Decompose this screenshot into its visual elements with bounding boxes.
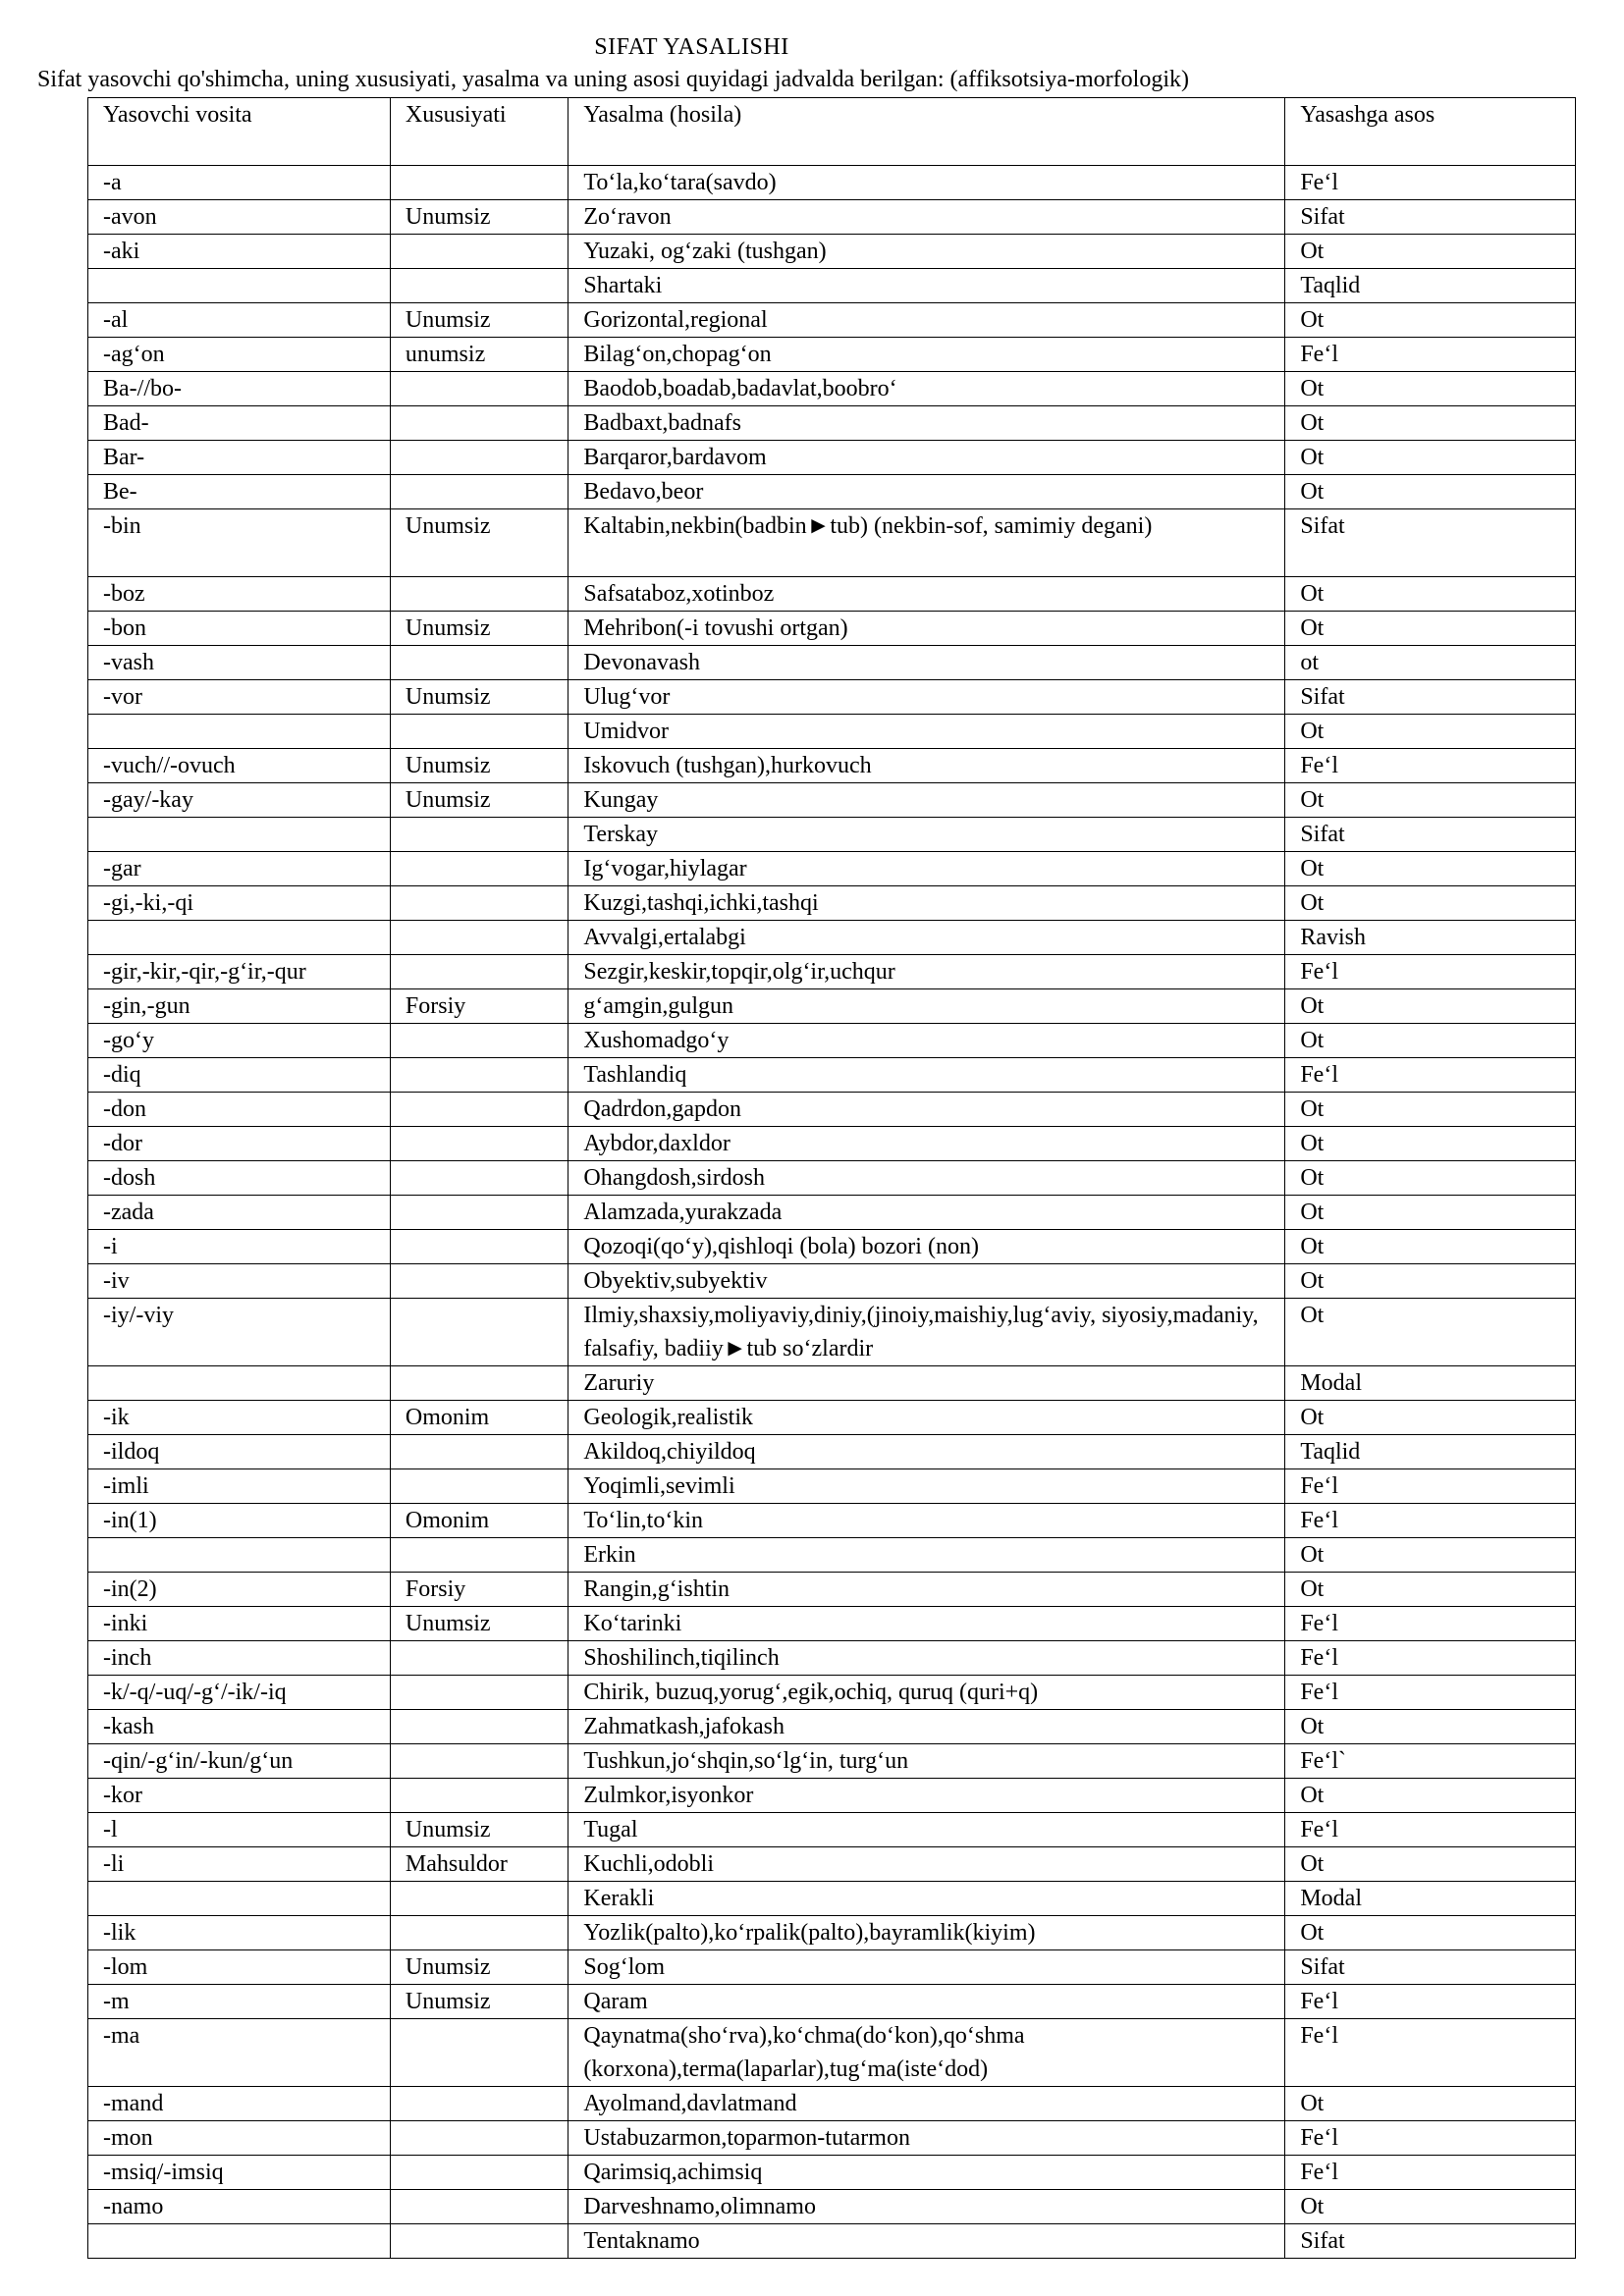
cell-affix: -vor	[88, 680, 391, 715]
cell-affix: -kash	[88, 1710, 391, 1744]
cell-derivative: Badbaxt,badnafs	[568, 406, 1285, 441]
table-row	[88, 1058, 1576, 1093]
table-row	[88, 1299, 1576, 1366]
cell-derivative: Ulug‘vor	[568, 680, 1285, 715]
table-row	[88, 1093, 1576, 1127]
table-row	[88, 577, 1576, 612]
cell-affix: Ba-//bo-	[88, 372, 391, 406]
cell-property	[390, 1641, 568, 1676]
cell-base: Ot	[1285, 1847, 1576, 1882]
cell-property	[390, 1058, 568, 1093]
cell-derivative: Geologik,realistik	[568, 1401, 1285, 1435]
cell-property: Omonim	[390, 1401, 568, 1435]
cell-derivative: Aybdor,daxldor	[568, 1127, 1285, 1161]
cell-property	[390, 2019, 568, 2087]
cell-derivative: Ko‘tarinki	[568, 1607, 1285, 1641]
cell-derivative: To‘la,ko‘tara(savdo)	[568, 166, 1285, 200]
cell-base: Ot	[1285, 372, 1576, 406]
cell-derivative: Qadrdon,gapdon	[568, 1093, 1285, 1127]
cell-base: Fe‘l`	[1285, 1744, 1576, 1779]
cell-derivative: Iskovuch (tushgan),hurkovuch	[568, 749, 1285, 783]
cell-base: Sifat	[1285, 818, 1576, 852]
cell-derivative: Ilmiy,shaxsiy,moliyaviy,diniy,(jinoiy,maishiy,lug‘aviy, siyosiy,madaniy, falsafiy, badiiy►tub so‘zlardir	[568, 1299, 1285, 1366]
cell-derivative: Shartaki	[568, 269, 1285, 303]
table-row	[88, 1573, 1576, 1607]
cell-property	[390, 2190, 568, 2224]
cell-affix: -m	[88, 1985, 391, 2019]
table-row	[88, 1435, 1576, 1469]
cell-derivative: Ohangdosh,sirdosh	[568, 1161, 1285, 1196]
cell-base: Ot	[1285, 1127, 1576, 1161]
cell-base: Ot	[1285, 2190, 1576, 2224]
cell-property	[390, 955, 568, 989]
cell-property	[390, 406, 568, 441]
cell-affix: -kor	[88, 1779, 391, 1813]
cell-derivative: Kuzgi,tashqi,ichki,tashqi	[568, 886, 1285, 921]
cell-property	[390, 577, 568, 612]
cell-derivative: Tashlandiq	[568, 1058, 1285, 1093]
cell-base: Ot	[1285, 406, 1576, 441]
cell-base: Fe‘l	[1285, 166, 1576, 200]
cell-affix: -bon	[88, 612, 391, 646]
cell-derivative: Zahmatkash,jafokash	[568, 1710, 1285, 1744]
table-row	[88, 1196, 1576, 1230]
affix-table	[87, 97, 1576, 2259]
table-row	[88, 1024, 1576, 1058]
table-row	[88, 1847, 1576, 1882]
table-row	[88, 1676, 1576, 1710]
cell-derivative: Baodob,boadab,badavlat,boobro‘	[568, 372, 1285, 406]
cell-affix: -vash	[88, 646, 391, 680]
cell-property	[390, 1469, 568, 1504]
cell-base: Fe‘l	[1285, 2019, 1576, 2087]
cell-property	[390, 886, 568, 921]
cell-base: Modal	[1285, 1366, 1576, 1401]
cell-base: Fe‘l	[1285, 1641, 1576, 1676]
cell-base: Fe‘l	[1285, 1676, 1576, 1710]
cell-affix: -gin,-gun	[88, 989, 391, 1024]
cell-property	[390, 1744, 568, 1779]
table-row	[88, 818, 1576, 852]
cell-property: Unumsiz	[390, 200, 568, 235]
header-cell-base: Yasashga asos	[1285, 98, 1576, 166]
cell-property	[390, 1538, 568, 1573]
cell-property: Mahsuldor	[390, 1847, 568, 1882]
cell-property	[390, 1710, 568, 1744]
cell-derivative: Xushomadgo‘y	[568, 1024, 1285, 1058]
cell-base: Sifat	[1285, 1950, 1576, 1985]
table-row	[88, 1264, 1576, 1299]
table-row	[88, 2224, 1576, 2259]
cell-affix: Bad-	[88, 406, 391, 441]
table-row	[88, 2190, 1576, 2224]
cell-property: Unumsiz	[390, 612, 568, 646]
cell-derivative: Qozoqi(qo‘y),qishloqi (bola) bozori (non)	[568, 1230, 1285, 1264]
cell-property: Unumsiz	[390, 509, 568, 577]
cell-derivative: Ustabuzarmon,toparmon-tutarmon	[568, 2121, 1285, 2156]
cell-base: Taqlid	[1285, 269, 1576, 303]
cell-affix: -lik	[88, 1916, 391, 1950]
cell-affix: -go‘y	[88, 1024, 391, 1058]
cell-property	[390, 1299, 568, 1366]
table-row	[88, 886, 1576, 921]
table-row	[88, 2156, 1576, 2190]
cell-derivative: Erkin	[568, 1538, 1285, 1573]
cell-affix: -lom	[88, 1950, 391, 1985]
cell-base: Ot	[1285, 886, 1576, 921]
cell-derivative: Alamzada,yurakzada	[568, 1196, 1285, 1230]
cell-derivative: Ayolmand,davlatmand	[568, 2087, 1285, 2121]
cell-affix: -mand	[88, 2087, 391, 2121]
cell-derivative: Ig‘vogar,hiylagar	[568, 852, 1285, 886]
table-row	[88, 2087, 1576, 2121]
cell-property	[390, 1264, 568, 1299]
cell-property	[390, 235, 568, 269]
cell-base: Ot	[1285, 1916, 1576, 1950]
cell-affix: -ag‘on	[88, 338, 391, 372]
table-header-row	[88, 98, 1576, 166]
table-row	[88, 749, 1576, 783]
cell-derivative: Terskay	[568, 818, 1285, 852]
cell-affix: -vuch//-ovuch	[88, 749, 391, 783]
table-row	[88, 1916, 1576, 1950]
cell-derivative: Avvalgi,ertalabgi	[568, 921, 1285, 955]
table-row	[88, 303, 1576, 338]
header-cell-affix: Yasovchi vosita	[88, 98, 391, 166]
cell-property	[390, 1127, 568, 1161]
cell-property: Unumsiz	[390, 1813, 568, 1847]
table-row	[88, 1538, 1576, 1573]
cell-base: Ot	[1285, 2087, 1576, 2121]
cell-property	[390, 1779, 568, 1813]
table-row	[88, 1710, 1576, 1744]
table-row	[88, 1401, 1576, 1435]
cell-property	[390, 475, 568, 509]
cell-base: Ot	[1285, 852, 1576, 886]
cell-derivative: Tushkun,jo‘shqin,so‘lg‘in, turg‘un	[568, 1744, 1285, 1779]
table-row	[88, 372, 1576, 406]
cell-affix	[88, 1882, 391, 1916]
cell-affix: -iy/-viy	[88, 1299, 391, 1366]
cell-affix	[88, 269, 391, 303]
cell-affix: -iv	[88, 1264, 391, 1299]
cell-derivative: Tentaknamo	[568, 2224, 1285, 2259]
cell-derivative: Mehribon(-i tovushi ortgan)	[568, 612, 1285, 646]
cell-affix: -ik	[88, 1401, 391, 1435]
cell-affix: Bar-	[88, 441, 391, 475]
table-row	[88, 1504, 1576, 1538]
cell-base: Sifat	[1285, 200, 1576, 235]
cell-base: Ot	[1285, 441, 1576, 475]
cell-base: Ot	[1285, 235, 1576, 269]
cell-property: unumsiz	[390, 338, 568, 372]
cell-property: Unumsiz	[390, 783, 568, 818]
table-row	[88, 509, 1576, 577]
cell-property	[390, 1161, 568, 1196]
table-row	[88, 1813, 1576, 1847]
cell-property	[390, 1435, 568, 1469]
cell-derivative: Qaram	[568, 1985, 1285, 2019]
page-title: SIFAT YASALISHI	[594, 34, 789, 60]
cell-property	[390, 2224, 568, 2259]
cell-base: Ot	[1285, 612, 1576, 646]
cell-affix: -mon	[88, 2121, 391, 2156]
cell-property	[390, 2087, 568, 2121]
cell-derivative: Sezgir,keskir,topqir,olg‘ir,uchqur	[568, 955, 1285, 989]
cell-affix: -avon	[88, 200, 391, 235]
cell-derivative: Kerakli	[568, 1882, 1285, 1916]
cell-base: Sifat	[1285, 509, 1576, 577]
table-row	[88, 783, 1576, 818]
cell-property	[390, 852, 568, 886]
table-row	[88, 1607, 1576, 1641]
cell-base: Fe‘l	[1285, 2121, 1576, 2156]
cell-affix: -in(2)	[88, 1573, 391, 1607]
cell-affix: -inch	[88, 1641, 391, 1676]
table-row	[88, 612, 1576, 646]
cell-property: Unumsiz	[390, 1607, 568, 1641]
cell-derivative: Kungay	[568, 783, 1285, 818]
cell-property: Unumsiz	[390, 680, 568, 715]
cell-base: Ot	[1285, 1024, 1576, 1058]
cell-affix: -in(1)	[88, 1504, 391, 1538]
cell-affix: -zada	[88, 1196, 391, 1230]
cell-affix: -msiq/-imsiq	[88, 2156, 391, 2190]
cell-affix: -bin	[88, 509, 391, 577]
cell-property	[390, 1024, 568, 1058]
cell-derivative: Tugal	[568, 1813, 1285, 1847]
table-row	[88, 235, 1576, 269]
cell-property: Unumsiz	[390, 303, 568, 338]
cell-base: Fe‘l	[1285, 1607, 1576, 1641]
cell-base: Modal	[1285, 1882, 1576, 1916]
table-row	[88, 1469, 1576, 1504]
cell-affix	[88, 1366, 391, 1401]
cell-property	[390, 818, 568, 852]
cell-affix: -gay/-kay	[88, 783, 391, 818]
cell-base: Ot	[1285, 577, 1576, 612]
cell-property	[390, 1882, 568, 1916]
table-row	[88, 200, 1576, 235]
cell-affix	[88, 2224, 391, 2259]
cell-affix	[88, 1538, 391, 1573]
cell-property	[390, 1093, 568, 1127]
table-row	[88, 406, 1576, 441]
cell-derivative: Kaltabin,nekbin(badbin►tub) (nekbin-sof, samimiy degani)	[568, 509, 1285, 577]
cell-base: Ravish	[1285, 921, 1576, 955]
cell-property	[390, 646, 568, 680]
cell-derivative: To‘lin,to‘kin	[568, 1504, 1285, 1538]
cell-affix: -qin/-g‘in/-kun/g‘un	[88, 1744, 391, 1779]
table-row	[88, 2019, 1576, 2087]
cell-property	[390, 166, 568, 200]
table-row	[88, 1366, 1576, 1401]
cell-affix: -a	[88, 166, 391, 200]
table-row	[88, 1161, 1576, 1196]
cell-affix: -i	[88, 1230, 391, 1264]
cell-derivative: Yozlik(palto),ko‘rpalik(palto),bayramlik(kiyim)	[568, 1916, 1285, 1950]
cell-base: Fe‘l	[1285, 1469, 1576, 1504]
cell-affix: -gi,-ki,-qi	[88, 886, 391, 921]
cell-derivative: Zulmkor,isyonkor	[568, 1779, 1285, 1813]
cell-derivative: Rangin,g‘ishtin	[568, 1573, 1285, 1607]
cell-property	[390, 441, 568, 475]
cell-derivative: Yuzaki, og‘zaki (tushgan)	[568, 235, 1285, 269]
cell-base: Sifat	[1285, 680, 1576, 715]
cell-base: Ot	[1285, 715, 1576, 749]
cell-base: Fe‘l	[1285, 1985, 1576, 2019]
cell-derivative: Sog‘lom	[568, 1950, 1285, 1985]
cell-base: Ot	[1285, 1401, 1576, 1435]
cell-property	[390, 2156, 568, 2190]
cell-derivative: Gorizontal,regional	[568, 303, 1285, 338]
cell-derivative: Bedavo,beor	[568, 475, 1285, 509]
cell-base: Ot	[1285, 303, 1576, 338]
cell-property	[390, 715, 568, 749]
cell-derivative: Shoshilinch,tiqilinch	[568, 1641, 1285, 1676]
cell-base: Ot	[1285, 1161, 1576, 1196]
cell-property: Unumsiz	[390, 1985, 568, 2019]
cell-affix: -aki	[88, 235, 391, 269]
cell-property: Forsiy	[390, 989, 568, 1024]
cell-base: Ot	[1285, 1573, 1576, 1607]
cell-derivative: Zo‘ravon	[568, 200, 1285, 235]
table-row	[88, 338, 1576, 372]
cell-derivative: Akildoq,chiyildoq	[568, 1435, 1285, 1469]
cell-property	[390, 1676, 568, 1710]
cell-affix: -gir,-kir,-qir,-g‘ir,-qur	[88, 955, 391, 989]
cell-affix: -namo	[88, 2190, 391, 2224]
table-row	[88, 1950, 1576, 1985]
cell-derivative: Safsataboz,xotinboz	[568, 577, 1285, 612]
cell-derivative: Chirik, buzuq,yorug‘,egik,ochiq, quruq (quri+q)	[568, 1676, 1285, 1710]
table-row	[88, 680, 1576, 715]
cell-derivative: Barqaror,bardavom	[568, 441, 1285, 475]
cell-affix: -ildoq	[88, 1435, 391, 1469]
cell-affix: -l	[88, 1813, 391, 1847]
cell-base: Fe‘l	[1285, 338, 1576, 372]
cell-base: Ot	[1285, 783, 1576, 818]
table-row	[88, 1779, 1576, 1813]
cell-property: Forsiy	[390, 1573, 568, 1607]
cell-base: ot	[1285, 646, 1576, 680]
cell-base: Ot	[1285, 1264, 1576, 1299]
cell-base: Fe‘l	[1285, 2156, 1576, 2190]
cell-property	[390, 1916, 568, 1950]
cell-base: Taqlid	[1285, 1435, 1576, 1469]
cell-base: Fe‘l	[1285, 1058, 1576, 1093]
cell-affix: -dosh	[88, 1161, 391, 1196]
cell-property	[390, 1230, 568, 1264]
table-row	[88, 269, 1576, 303]
cell-base: Ot	[1285, 989, 1576, 1024]
cell-derivative: Kuchli,odobli	[568, 1847, 1285, 1882]
table-row	[88, 475, 1576, 509]
cell-affix: -gar	[88, 852, 391, 886]
cell-property: Omonim	[390, 1504, 568, 1538]
cell-base: Ot	[1285, 1538, 1576, 1573]
cell-affix: -don	[88, 1093, 391, 1127]
cell-base: Ot	[1285, 1299, 1576, 1366]
cell-derivative: Yoqimli,sevimli	[568, 1469, 1285, 1504]
header-cell-derivative: Yasalma (hosila)	[568, 98, 1285, 166]
cell-property	[390, 2121, 568, 2156]
cell-property	[390, 921, 568, 955]
table-row	[88, 921, 1576, 955]
cell-property	[390, 269, 568, 303]
table-row	[88, 441, 1576, 475]
cell-derivative: Qaynatma(sho‘rva),ko‘chma(do‘kon),qo‘shma (korxona),terma(laparlar),tug‘ma(iste‘dod)	[568, 2019, 1285, 2087]
cell-property	[390, 372, 568, 406]
table-row	[88, 852, 1576, 886]
cell-affix: -imli	[88, 1469, 391, 1504]
table-row	[88, 1744, 1576, 1779]
cell-base: Ot	[1285, 475, 1576, 509]
cell-property	[390, 1366, 568, 1401]
cell-affix: -li	[88, 1847, 391, 1882]
table-row	[88, 1230, 1576, 1264]
cell-base: Ot	[1285, 1710, 1576, 1744]
cell-affix: -k/-q/-uq/-g‘/-ik/-iq	[88, 1676, 391, 1710]
cell-base: Sifat	[1285, 2224, 1576, 2259]
cell-affix	[88, 818, 391, 852]
table-row	[88, 715, 1576, 749]
cell-base: Fe‘l	[1285, 1813, 1576, 1847]
cell-base: Fe‘l	[1285, 749, 1576, 783]
cell-derivative: Zaruriy	[568, 1366, 1285, 1401]
cell-base: Fe‘l	[1285, 1504, 1576, 1538]
table-row	[88, 646, 1576, 680]
cell-derivative: Qarimsiq,achimsiq	[568, 2156, 1285, 2190]
cell-derivative: Umidvor	[568, 715, 1285, 749]
table-row	[88, 166, 1576, 200]
table-row	[88, 989, 1576, 1024]
cell-affix: -al	[88, 303, 391, 338]
table-row	[88, 955, 1576, 989]
page-subtitle: Sifat yasovchi qo'shimcha, uning xususiyati, yasalma va uning asosi quyidagi jadvalda berilgan: (affiksotsiya-morfologik)	[37, 67, 1189, 92]
cell-base: Ot	[1285, 1779, 1576, 1813]
table-row	[88, 1882, 1576, 1916]
cell-affix	[88, 921, 391, 955]
cell-derivative: g‘amgin,gulgun	[568, 989, 1285, 1024]
cell-property: Unumsiz	[390, 749, 568, 783]
cell-derivative: Bilag‘on,chopag‘on	[568, 338, 1285, 372]
table-row	[88, 1985, 1576, 2019]
cell-affix: -diq	[88, 1058, 391, 1093]
header-cell-property: Xususiyati	[390, 98, 568, 166]
table-row	[88, 1127, 1576, 1161]
cell-base: Ot	[1285, 1093, 1576, 1127]
cell-base: Ot	[1285, 1196, 1576, 1230]
cell-base: Ot	[1285, 1230, 1576, 1264]
cell-base: Fe‘l	[1285, 955, 1576, 989]
cell-derivative: Darveshnamo,olimnamo	[568, 2190, 1285, 2224]
cell-derivative: Obyektiv,subyektiv	[568, 1264, 1285, 1299]
table-row	[88, 2121, 1576, 2156]
cell-property: Unumsiz	[390, 1950, 568, 1985]
cell-affix	[88, 715, 391, 749]
cell-affix: -inki	[88, 1607, 391, 1641]
cell-property	[390, 1196, 568, 1230]
table-row	[88, 1641, 1576, 1676]
cell-affix: Be-	[88, 475, 391, 509]
cell-derivative: Devonavash	[568, 646, 1285, 680]
cell-affix: -ma	[88, 2019, 391, 2087]
cell-affix: -boz	[88, 577, 391, 612]
cell-affix: -dor	[88, 1127, 391, 1161]
